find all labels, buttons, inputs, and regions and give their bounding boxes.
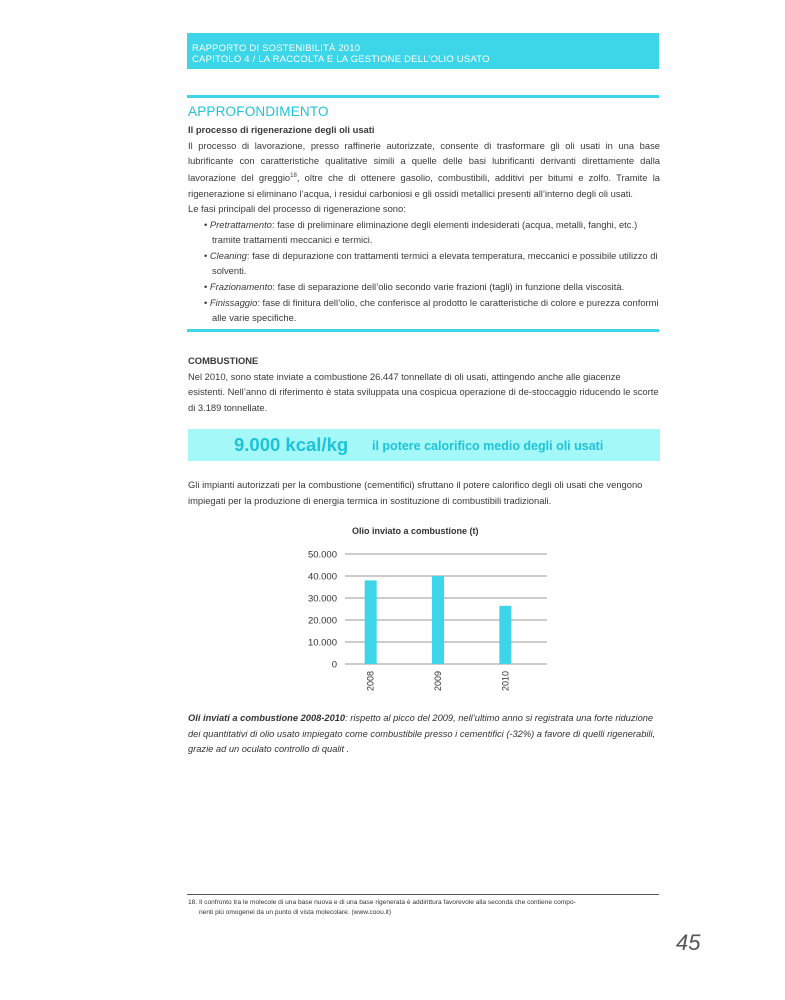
- list-item: • Finissaggio: fase di finitura dell’olio, che conferisce al prodotto le caratteristiche di colore e purezza conformi alle varie specifiche.: [204, 296, 659, 324]
- y-tick-label: 40.000: [307, 571, 337, 583]
- report-title: RAPPORTO DI SOSTENIBILITÀ 2010: [192, 43, 361, 54]
- footnote-ref: 18: [290, 172, 297, 179]
- approfondimento-subtitle: Il processo di rigenerazione degli oli usati: [188, 124, 375, 135]
- x-tick-label: 2010: [500, 671, 511, 692]
- phase-text: : fase di preliminare eliminazione degli elementi indesiderati (acqua, metalli, fanghi, etc.) tramite trattamenti meccanici e termici.: [212, 218, 638, 246]
- bar-chart: [290, 545, 560, 705]
- x-tick-label: 2009: [433, 671, 443, 692]
- cementifici-text: Gli impianti autorizzati per la combustione (cementifici) sfruttano il potere calorifico degli oli usati che vengono impiegati per la produzione di energia termica in sostituzione di combustibili tradizionali.: [188, 479, 643, 506]
- x-tick-label: 2008: [365, 671, 376, 692]
- phase-term: Frazionamento: [209, 281, 273, 293]
- phase-text: : fase di separazione dell’olio secondo varie frazioni (tagli) in funzione della viscosità.: [272, 281, 625, 293]
- footnote-line: [188, 898, 660, 908]
- phase-term: Cleaning: [209, 249, 247, 261]
- chart-title: Olio inviato a combustione (t): [352, 526, 479, 536]
- page-number: 45: [676, 930, 701, 955]
- phase-text: : fase di finitura dell’olio, che conferisce al prodotto le caratteristiche di colore e purezza conformi alle varie specifiche.: [212, 296, 659, 324]
- callout-box: [188, 429, 660, 461]
- approfondimento-body: [188, 122, 660, 326]
- phase-term: Pretrattamento: [209, 218, 272, 230]
- footnote-number: 18.: [188, 899, 198, 906]
- callout-value: 9.000 kcal/kg: [234, 434, 349, 455]
- footnote-line: nenti più omogenei da un punto di vista molecolare. (www.coou.it): [199, 908, 392, 916]
- running-header: [192, 44, 490, 65]
- footnote-text: Il confronto tra le molecole di una base nuova e di una base rigenerata è addirittura favorevole alla seconda che contiene compo-: [199, 899, 576, 906]
- phases-list: [188, 217, 660, 326]
- y-tick-label: 10.000: [307, 637, 337, 649]
- paragraph-text-post: , oltre che di ottenere gasolio, combustibili, additivi per bitumi e zolfo. Tramite la rigenerazione si eliminano l’acqua, i residui carboniosi e gli ossidi metallici presenti all’interno degli oli usati.: [188, 171, 660, 199]
- list-item: • Pretrattamento: fase di preliminare eliminazione degli elementi indesiderati (acqua, metalli, fanghi, etc.) tramite trattamenti meccanici e termici.: [204, 218, 638, 246]
- chapter-title: CAPITOLO 4 / LA RACCOLTA E LA GESTIONE DELL’OLIO USATO: [192, 53, 490, 65]
- list-item: • Cleaning: fase di depurazione con trattamenti termici a elevata temperatura, meccanici e possibile utilizzo di solventi.: [204, 249, 658, 277]
- list-item: • Frazionamento: fase di separazione dell’olio secondo varie frazioni (tagli) in funzione della viscosità.: [204, 281, 625, 293]
- section-title: APPROFONDIMENTO: [188, 104, 329, 119]
- section-top-rule: [187, 95, 659, 98]
- phases-intro: Le fasi principali del processo di rigenerazione sono:: [188, 203, 406, 215]
- bar: [499, 606, 511, 664]
- footnote-rule: [187, 894, 659, 895]
- caption-text: : rispetto al picco del 2009, nell’ultimo anno si registrata una forte riduzione dei quantitativi di olio usato impiegato come combustibile presso i cementifici (-32%) a favore di quelli rigenerabili, grazie ad un oculato controllo di qualit .: [188, 713, 656, 755]
- footnote: [188, 898, 660, 917]
- y-tick-label: 50.000: [307, 549, 337, 561]
- bar: [432, 576, 444, 664]
- y-tick-label: 0: [331, 659, 337, 671]
- y-tick-label: 30.000: [307, 593, 337, 605]
- chart-caption: [188, 711, 660, 758]
- phase-text: : fase di depurazione con trattamenti termici a elevata temperatura, meccanici e possibile utilizzo di solventi.: [212, 249, 658, 277]
- combustione-title: COMBUSTIONE: [188, 355, 259, 366]
- combustione-text: Nel 2010, sono state inviate a combustione 26.447 tonnellate di oli usati, attingendo anche alle giacenze esistenti. Nell’anno di riferimento è stata sviluppata una cospicua operazione di de-stoccaggio riducendo le scorte di 3.189 tonnellate.: [188, 370, 659, 413]
- approfondimento-paragraph: [188, 138, 660, 202]
- callout-label: il potere calorifico medio degli oli usati: [372, 439, 604, 453]
- y-tick-label: 20.000: [307, 615, 337, 627]
- paragraph-text-pre: Il processo di lavorazione, presso raffinerie autorizzate, consente di trasformare gli oli usati in una base lubrificante con caratteristiche qualitative simili a quelle delle basi lubrificanti derivanti direttamente dalla lavorazione del greggio: [188, 139, 660, 183]
- section-bottom-rule: [187, 329, 659, 332]
- phase-term: Finissaggio: [209, 296, 258, 308]
- bar: [365, 580, 377, 664]
- combustione-section: [188, 353, 660, 415]
- caption-bold: Oli inviati a combustione 2008-2010: [188, 713, 346, 723]
